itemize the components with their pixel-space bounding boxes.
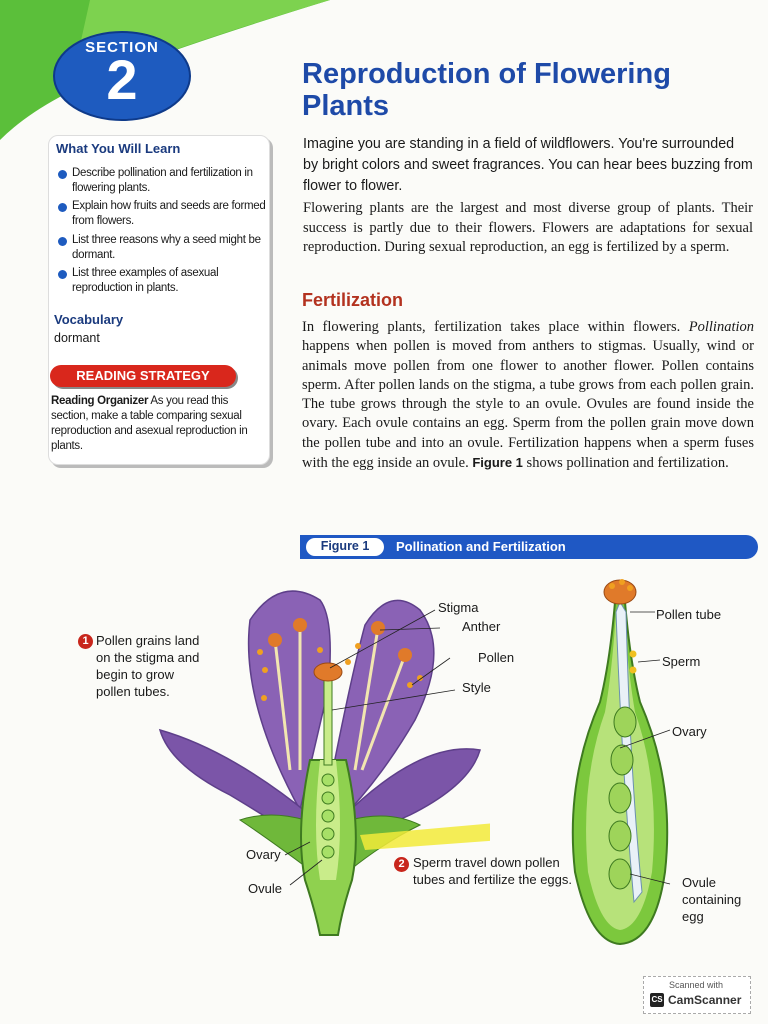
bullet-icon (58, 270, 67, 279)
fertilization-heading: Fertilization (302, 290, 404, 310)
body-paragraph: Flowering plants are the largest and most diverse group of plants. Their success is partly due to their flowers. Flowers are adaptations for sexual reproduction. During sexual reproduction, an egg is fertilized by a sperm. (303, 200, 753, 255)
pistil-cross-section (560, 572, 680, 952)
label-ovary: Ovary (246, 847, 281, 862)
learning-goal: List three reasons why a seed might be dormant. (58, 233, 277, 263)
label-anther: Anther (462, 619, 501, 634)
figure-tag-label: Figure 1 (320, 539, 370, 553)
section-label: SECTION (85, 39, 159, 56)
label-pollen-tube: Pollen tube (656, 607, 722, 622)
intro-paragraph: Imagine you are standing in a field of wildflowers. You're surrounded by bright colors and sweet fragrances. You can hear bees buzzing from flower to flower. (303, 136, 753, 194)
step-2-caption: Sperm travel down pollen tubes and fertilize the eggs. (413, 855, 572, 887)
learning-goal: Describe pollination and fertilization in flowering plants. (58, 166, 277, 196)
label-sperm: Sperm (662, 654, 701, 669)
label-ovary-detail: Ovary (672, 724, 707, 739)
camscanner-logo-icon: CS (650, 993, 664, 1007)
learning-goal: List three examples of asexual reproduction in plants. (58, 266, 277, 296)
what-you-will-learn-heading: What You Will Learn (56, 141, 181, 156)
page-title: Reproduction of Flowering Plants (302, 58, 671, 122)
fertilization-paragraph: In flowering plants, fertilization takes place within flowers. Pollination happens when pollen is moved from anthers to stigmas. Usually, wind or animals move pollen from one flower to another flower. Pollen contains sperm. After pollen lands on the stigma, a tube grows from each pollen grain. The tube grows through the style to an ovule. Ovules are found inside the ovary. Each ovule contains an egg. Sperm from the pollen grain move down the pollen tube and into an ovule. Fertilization happens when a sperm fuses with the egg inside an ovule. Figure 1 shows pollination and fertilization. (302, 319, 754, 472)
bullet-icon (58, 203, 67, 212)
label-ovule: Ovule (248, 881, 282, 896)
bullet-icon (58, 237, 67, 246)
reading-strategy-label: READING STRATEGY (76, 368, 210, 383)
label-pollen: Pollen (478, 650, 515, 665)
label-ovule-containing-egg: Ovule containing egg (682, 875, 742, 924)
bullet-icon (58, 170, 67, 179)
section-number: 2 (106, 48, 138, 111)
label-style: Style (462, 680, 491, 695)
step-2-marker: 2 (394, 857, 409, 872)
step-1-caption: Pollen grains land on the stigma and begin to grow pollen tubes. (96, 633, 200, 699)
vocabulary-heading: Vocabulary (54, 312, 124, 327)
step-1-marker: 1 (78, 634, 93, 649)
reading-organizer-text: Reading Organizer As you read this section, make a table comparing sexual reproduction and asexual reproduction in plants. (51, 395, 248, 452)
scanner-line1: Scanned with (668, 980, 724, 990)
learning-goal: Explain how fruits and seeds are formed from flowers. (58, 199, 277, 229)
scanner-line2: CamScanner (668, 993, 742, 1007)
vocabulary-word: dormant (54, 331, 100, 345)
figure-title: Pollination and Fertilization (396, 539, 566, 554)
label-stigma: Stigma (438, 600, 479, 615)
